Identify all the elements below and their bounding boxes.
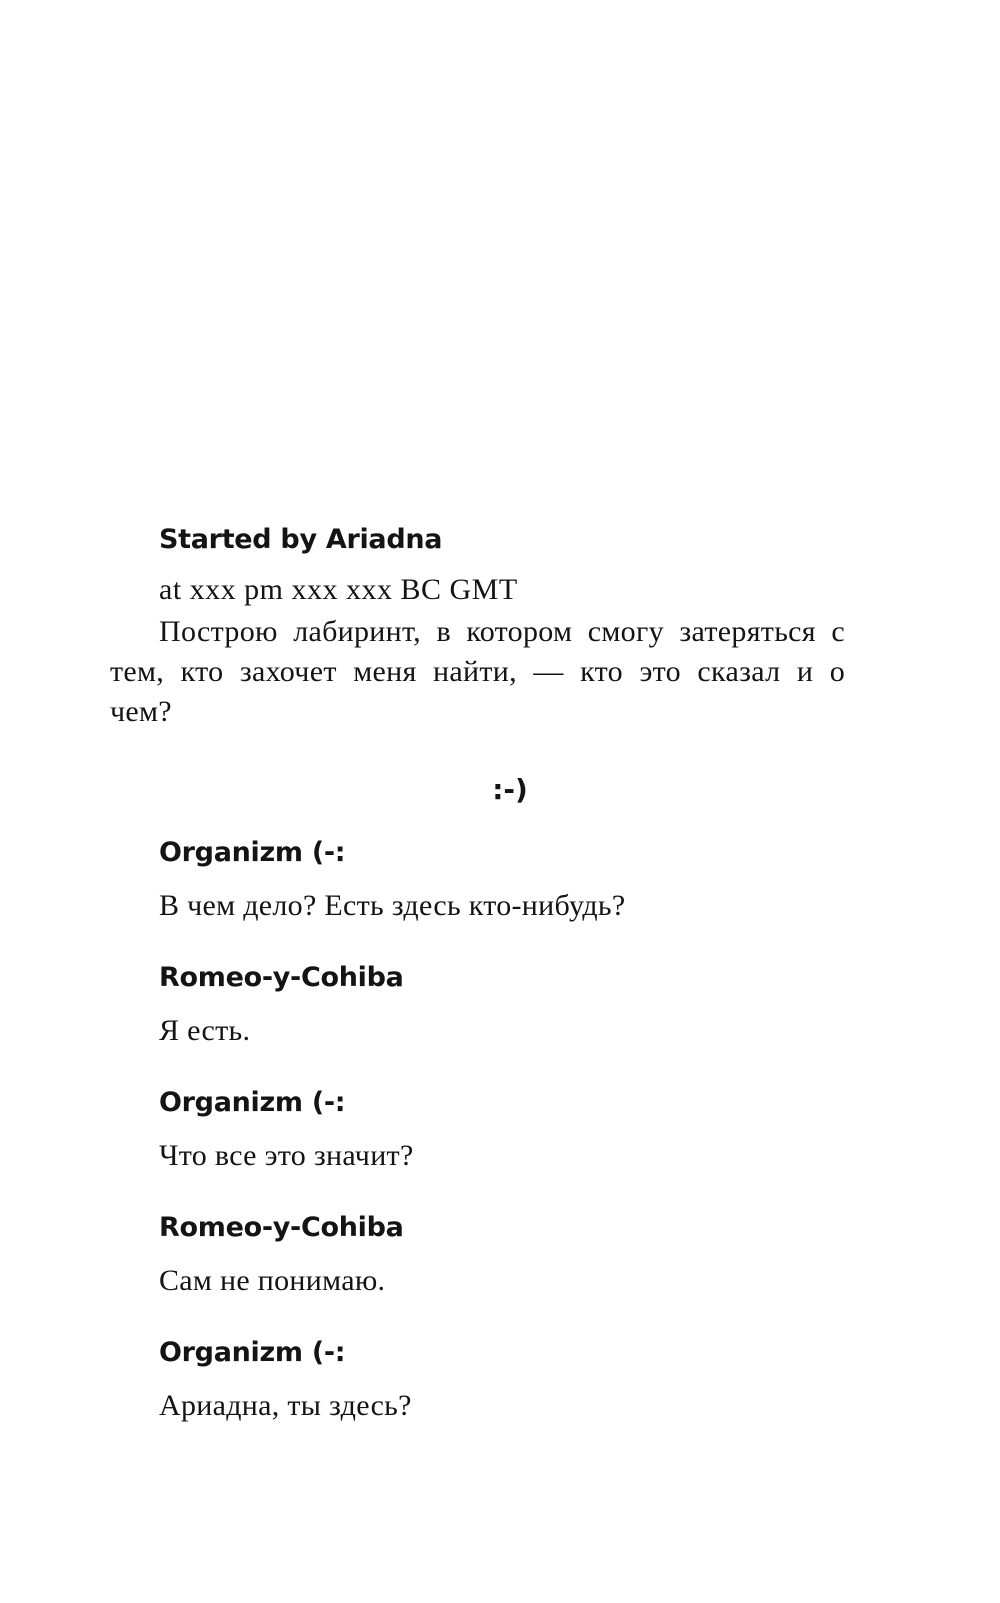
reply-author: Romeo-y-Cohiba	[159, 962, 404, 993]
reply-item	[159, 1335, 859, 1460]
thread-header	[110, 520, 845, 732]
reply-author: Organizm (-:	[159, 1337, 346, 1368]
reply-author: Organizm (-:	[159, 837, 346, 868]
reply-item	[159, 960, 859, 1085]
reply-text: В чем дело? Есть здесь кто-нибудь?	[159, 889, 626, 922]
reply-list	[159, 835, 859, 1460]
reply-item	[159, 1210, 859, 1335]
reply-text: Ариадна, ты здесь?	[159, 1389, 412, 1422]
reply-text: Я есть.	[159, 1014, 251, 1047]
thread-timestamp: at xxx pm xxx xxx BC GMT	[159, 573, 518, 606]
reply-text: Что все это значит?	[159, 1139, 414, 1172]
reply-author: Organizm (-:	[159, 1087, 346, 1118]
reply-text: Сам не понимаю.	[159, 1264, 386, 1297]
opening-post-text: Построю лабиринт, в котором смогу затеряться с тем, кто захочет меня найти, — кто это сказал и о чем?	[110, 615, 845, 728]
emoticon-separator: :-)	[492, 773, 528, 806]
reply-item	[159, 835, 859, 960]
thread-starter: Started by Ariadna	[159, 524, 443, 555]
reply-item	[159, 1085, 859, 1210]
reply-author: Romeo-y-Cohiba	[159, 1212, 404, 1243]
